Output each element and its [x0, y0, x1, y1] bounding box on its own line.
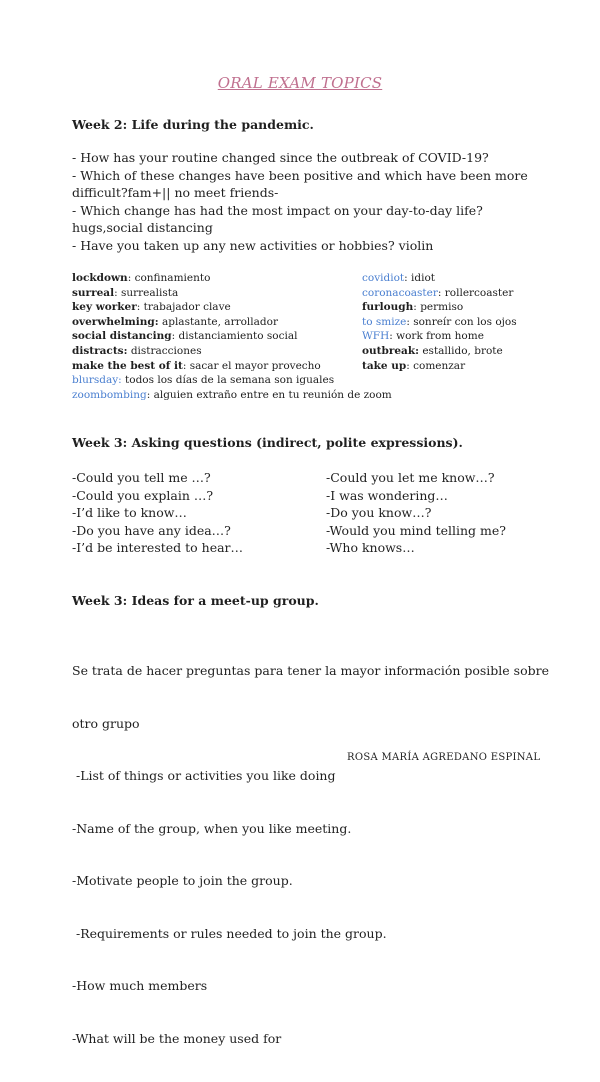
polite-expressions-right [326, 469, 506, 557]
vocab-entry [362, 300, 517, 315]
meetup-line: -List of things or activities you like doing [72, 768, 336, 783]
polite-expressions-left [72, 469, 243, 557]
expression-item: -Who knows… [326, 540, 415, 555]
meetup-line: -What will be the money used for [72, 1030, 282, 1046]
vocab-definition: comenzar [413, 359, 466, 372]
vocab-entry [72, 286, 392, 301]
vocab-term: make the best of it [72, 359, 183, 372]
vocab-sep: : [127, 272, 135, 284]
vocab-sep: : [406, 315, 414, 328]
vocab-entry [72, 300, 392, 315]
week2-line: - Have you taken up any new activities or hobbies? violin [72, 237, 434, 253]
vocab-entry [72, 315, 392, 330]
meetup-lines [72, 627, 549, 1082]
vocab-term: surreal [72, 286, 115, 299]
vocab-definition: distracciones [130, 344, 202, 357]
vocab-left-column [72, 271, 392, 402]
vocab-definition: sacar el mayor provecho [189, 359, 321, 372]
vocab-sep: : [413, 301, 421, 314]
vocab-term: key worker [72, 301, 137, 314]
week2-line: - Which change has had the most impact on your day-to-day life? [72, 202, 483, 218]
vocab-entry [362, 271, 517, 286]
vocab-entry [362, 315, 517, 330]
vocab-term: lockdown [72, 272, 128, 284]
vocab-sep: : [136, 301, 144, 314]
vocab-term: coronacoaster [362, 286, 438, 299]
vocab-right-column [362, 271, 517, 373]
vocab-definition: surrealista [120, 286, 179, 299]
expression-item: -Would you mind telling me? [326, 522, 506, 538]
vocab-term: blursday: [72, 374, 122, 387]
week2-heading: Week 2: Life during the pandemic. [72, 117, 314, 132]
vocab-entry [72, 373, 392, 388]
vocab-definition: todos los días de la semana son iguales [125, 374, 335, 387]
vocab-entry [72, 388, 392, 403]
vocab-sep: : [404, 272, 412, 284]
vocab-term: WFH [362, 330, 390, 343]
week2-line: - How has your routine changed since the outbreak of COVID-19? [72, 150, 489, 165]
vocab-sep: : [171, 330, 179, 343]
vocab-sep: : [389, 330, 397, 343]
meetup-line: -Name of the group, when you like meeting. [72, 820, 352, 836]
vocab-term: zoombombing [72, 388, 147, 401]
expression-item: -I was wondering… [326, 487, 448, 503]
vocab-term: furlough [362, 301, 414, 314]
vocab-term: distracts: [72, 344, 128, 357]
meetup-line: otro grupo [72, 715, 140, 731]
expression-item: -I’d be interested to hear… [72, 540, 244, 555]
expression-item: -Could you tell me …? [72, 470, 211, 485]
vocab-definition: rollercoaster [444, 286, 514, 299]
vocab-definition: sonreír con los ojos [413, 315, 517, 328]
vocab-term: take up [362, 359, 407, 372]
expression-item: -Could you explain …? [72, 487, 214, 503]
vocab-term: social distancing [72, 330, 172, 343]
meetup-line: -How much members [72, 978, 208, 993]
vocab-entry [362, 329, 517, 344]
vocab-definition: idiot [411, 272, 435, 284]
week2-questions [72, 149, 528, 254]
vocab-term: covidiot [362, 272, 405, 284]
vocab-definition: work from home [396, 330, 484, 343]
author-signature: ROSA MARÍA AGREDANO ESPINAL [347, 752, 541, 763]
vocab-definition: trabajador clave [143, 301, 231, 314]
vocab-sep: : [146, 388, 154, 401]
vocab-definition: aplastante, arrollador [161, 315, 278, 328]
vocab-entry [362, 344, 517, 359]
vocab-sep: : [406, 359, 414, 372]
vocab-sep: : [114, 286, 121, 299]
week3-questions-heading: Week 3: Asking questions (indirect, polite expressions). [72, 435, 463, 450]
vocab-entry [72, 359, 392, 374]
week2-line: hugs,social distancing [72, 220, 213, 235]
expression-item: -Do you know…? [326, 505, 432, 520]
expression-item: -Could you let me know…? [326, 470, 495, 485]
meetup-line: Se trata de hacer preguntas para tener la mayor información posible sobre [72, 663, 549, 678]
vocab-definition: confinamiento [134, 272, 211, 284]
week2-line: difficult?fam+|| no meet friends- [72, 185, 279, 200]
vocab-entry [362, 286, 517, 301]
expression-item: -Do you have any idea…? [72, 522, 231, 538]
vocab-term: to smize [362, 315, 407, 328]
vocab-definition: estallido, brote [422, 344, 503, 357]
vocab-definition: permiso [420, 301, 464, 314]
vocab-entry [72, 344, 392, 359]
vocab-sep: : [182, 359, 190, 372]
vocab-entry [362, 359, 517, 374]
meetup-line: -Motivate people to join the group. [72, 873, 293, 888]
vocab-definition: distanciamiento social [178, 330, 298, 343]
expression-item: -I’d like to know… [72, 505, 187, 520]
week2-line: - Which of these changes have been positive and which have been more [72, 167, 528, 183]
vocab-entry [72, 271, 392, 286]
vocab-term: overwhelming: [72, 315, 159, 328]
week3-meetup-heading: Week 3: Ideas for a meet-up group. [72, 593, 319, 608]
meetup-line: -Requirements or rules needed to join the group. [72, 925, 387, 941]
vocab-sep: : [437, 286, 445, 299]
vocab-term: outbreak: [362, 344, 419, 357]
page-title: ORAL EXAM TOPICS [217, 74, 383, 92]
vocab-entry [72, 329, 392, 344]
vocab-definition: alguien extraño entre en tu reunión de zoom [153, 388, 392, 401]
